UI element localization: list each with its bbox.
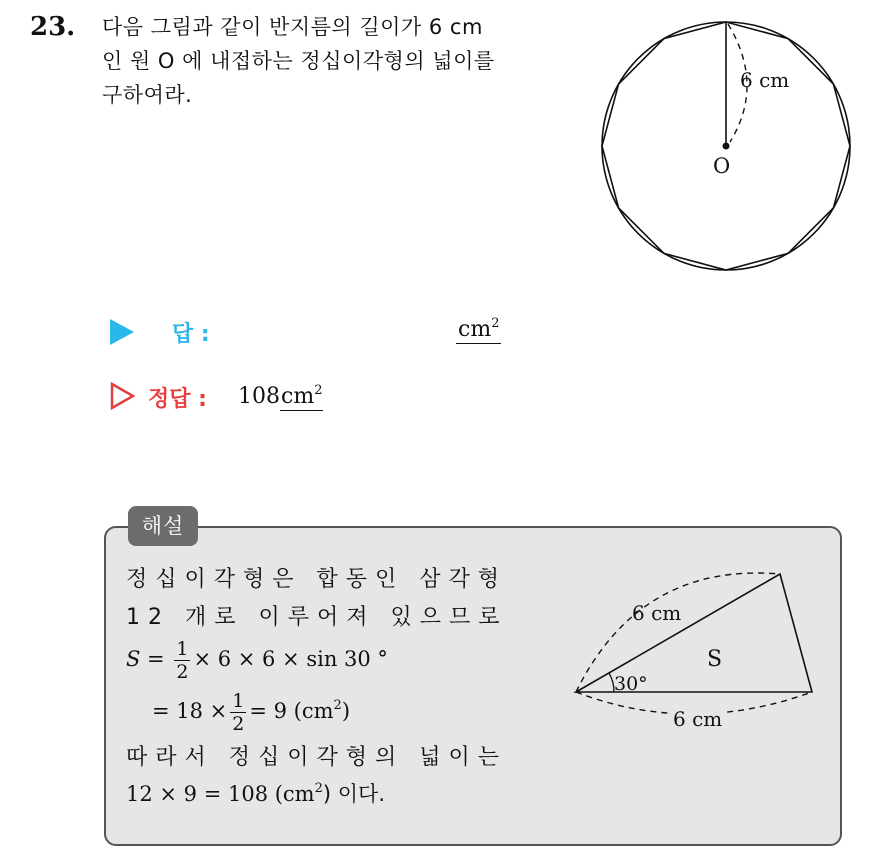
explanation-line-2: 12 개로 이루어져 있으므로	[126, 605, 508, 630]
question-text	[102, 10, 592, 112]
answer-row	[110, 315, 530, 351]
triangle-area-label: S	[707, 647, 723, 672]
explanation-line-4-close: )	[341, 699, 351, 723]
explanation-line-3	[126, 638, 388, 683]
explanation-line-1: 정십이각형은 합동인 삼각형	[126, 567, 508, 592]
correct-answer-unit: cm	[281, 384, 315, 409]
triangle-angle-label: 30°	[614, 673, 648, 695]
question-line-1: 다음 그림과 같이 반지름의 길이가 6 cm	[102, 15, 483, 39]
correct-answer-unit-group	[280, 384, 323, 411]
explanation-line-6-prefix: 12 × 9 = 108 (cm	[126, 782, 315, 806]
explanation-tag: 해설	[128, 506, 198, 546]
answer-input-field[interactable]	[456, 317, 501, 344]
triangle-top-side-label: 6 cm	[632, 601, 682, 625]
explanation-line-4-suffix: = 9 (cm	[249, 699, 334, 723]
question-line-2: 인 원 O 에 내접하는 정십이각형의 넓이를	[102, 49, 495, 73]
question-line-3: 구하여라.	[102, 83, 193, 107]
triangle-bottom-side-label: 6 cm	[673, 707, 723, 731]
question-number: 23.	[30, 12, 76, 42]
dodecagon-figure	[596, 12, 856, 274]
center-label: O	[713, 154, 731, 178]
explanation-line-4-prefix: = 18 ×	[152, 699, 228, 723]
answer-unit-exponent: 2	[491, 316, 500, 331]
fraction-one-half: $\frac{1}{2}$	[176, 638, 189, 683]
explanation-line-6-suffix: ) 이다.	[322, 782, 386, 806]
explanation-line-3-suffix: × 6 × 6 × sin 30 °	[193, 647, 388, 671]
correct-answer-value	[238, 384, 323, 409]
triangle-figure	[560, 562, 826, 740]
correct-answer-label: 정답 :	[148, 387, 207, 412]
explanation-line-6-exponent: 2	[314, 781, 323, 796]
explanation-line-5: 따라서 정십이각형의 넓이는	[126, 745, 508, 770]
radius-label: 6 cm	[740, 68, 790, 92]
isosceles-triangle	[576, 574, 812, 692]
explanation-line-3-prefix: S =	[126, 647, 172, 671]
center-point	[723, 143, 730, 150]
answer-arrow-icon	[110, 319, 134, 345]
correct-answer-arrow-icon	[110, 382, 136, 410]
answer-unit: cm	[458, 317, 492, 342]
correct-answer-unit-exponent: 2	[314, 383, 323, 398]
answer-label: 답 :	[172, 322, 210, 347]
explanation-line-6	[126, 778, 385, 808]
correct-answer-number: 108	[238, 384, 280, 409]
fraction-one-half-2: $\frac{1}{2}$	[232, 690, 245, 735]
explanation-line-4	[152, 690, 350, 735]
correct-answer-row	[110, 380, 510, 416]
explanation-line-4-exponent: 2	[333, 698, 342, 713]
